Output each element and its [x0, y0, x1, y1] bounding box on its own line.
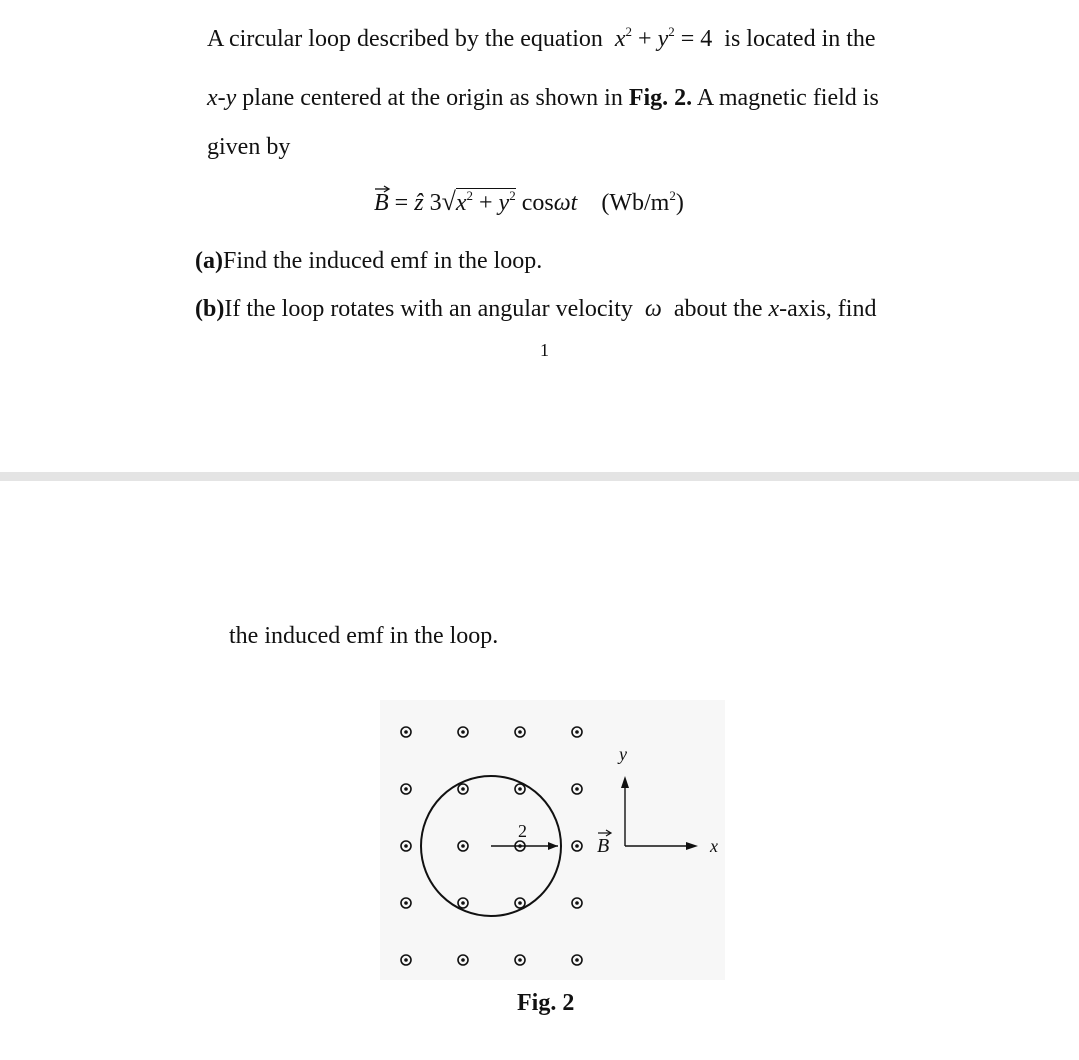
- figure-2: [380, 700, 730, 985]
- field-out-of-page-dot: [575, 787, 579, 791]
- eq-y-exp: 2: [668, 24, 675, 39]
- field-out-of-page-dot: [461, 958, 465, 962]
- part-a-label: (a): [195, 248, 223, 274]
- xy-plane-var: x-y: [207, 85, 237, 111]
- sqrt-sign: √: [441, 187, 456, 216]
- field-equation: [374, 188, 684, 215]
- field-out-of-page-dot: [461, 901, 465, 905]
- line2-text: plane centered at the origin as shown in: [236, 85, 629, 111]
- part-b-tail-pre: about the: [673, 296, 769, 322]
- page-separator: [0, 472, 1079, 481]
- field-out-of-page-dot: [575, 901, 579, 905]
- field-vector-b: [374, 191, 389, 215]
- field-units-close: ): [675, 190, 684, 216]
- field-out-of-page-dot: [518, 958, 522, 962]
- part-b-omega: ω: [644, 296, 662, 322]
- eq-x: x: [614, 26, 626, 52]
- field-out-of-page-dot: [404, 958, 408, 962]
- field-out-of-page-dot: [518, 730, 522, 734]
- figure-background: [380, 700, 725, 980]
- line1-prefix: A circular loop described by the equation: [207, 26, 603, 52]
- line2-tail: A magnetic field is: [692, 85, 879, 111]
- radicand-y-exp: 2: [509, 188, 516, 203]
- field-b-symbol: B: [374, 190, 389, 216]
- figure-reference: Fig. 2.: [628, 85, 693, 111]
- eq-plus: +: [638, 26, 652, 52]
- y-axis-label: y: [619, 744, 627, 764]
- radius-label: 2: [518, 821, 527, 841]
- field-out-of-page-dot: [461, 730, 465, 734]
- radicand-x: x: [455, 190, 467, 216]
- vector-arrow-icon: [375, 185, 391, 193]
- cos-function: cos: [521, 190, 554, 216]
- field-units-exp: 2: [669, 188, 676, 203]
- eq-rhs: = 4: [680, 26, 713, 52]
- continuation-text: the induced emf in the loop.: [229, 623, 499, 649]
- sqrt-radicand: [456, 188, 516, 215]
- field-out-of-page-dot: [404, 844, 408, 848]
- field-coefficient: 3: [429, 190, 442, 216]
- field-out-of-page-dot: [518, 787, 522, 791]
- field-out-of-page-dot: [575, 730, 579, 734]
- radicand-x-exp: 2: [466, 188, 473, 203]
- field-out-of-page-dot: [404, 901, 408, 905]
- problem-line-2: [207, 86, 879, 110]
- field-out-of-page-dot: [575, 844, 579, 848]
- eq-y: y: [657, 26, 669, 52]
- figure-caption: Fig. 2: [517, 990, 575, 1016]
- x-axis-label: x: [710, 836, 718, 856]
- part-a: [195, 249, 542, 273]
- part-b-axis: x: [768, 296, 780, 322]
- field-out-of-page-dot: [461, 844, 465, 848]
- line1-suffix: is located in the: [724, 26, 876, 52]
- eq-x-exp: 2: [625, 24, 633, 39]
- part-b-text: If the loop rotates with an angular velocity: [224, 296, 633, 322]
- given-by-text: given by: [207, 134, 291, 160]
- b-field-label: B: [597, 835, 610, 857]
- field-out-of-page-dot: [404, 730, 408, 734]
- radicand-plus: +: [479, 190, 493, 216]
- part-b-label: (b): [195, 296, 225, 322]
- radicand-y: y: [498, 190, 510, 216]
- part-b: [195, 297, 876, 321]
- omega-t: ωt: [553, 190, 578, 216]
- field-out-of-page-dot: [461, 787, 465, 791]
- field-out-of-page-dot: [518, 901, 522, 905]
- field-out-of-page-dot: [575, 958, 579, 962]
- field-equals: =: [394, 190, 409, 216]
- problem-line-3: [207, 135, 290, 159]
- field-out-of-page-dot: [404, 787, 408, 791]
- field-units: (Wb/m: [601, 190, 670, 216]
- page-number: 1: [540, 340, 549, 360]
- part-b-tail-post: -axis, find: [779, 296, 877, 322]
- z-hat-unit-vector: ẑ: [414, 190, 424, 216]
- part-a-text: Find the induced emf in the loop.: [222, 248, 543, 274]
- problem-line-1: [207, 24, 876, 52]
